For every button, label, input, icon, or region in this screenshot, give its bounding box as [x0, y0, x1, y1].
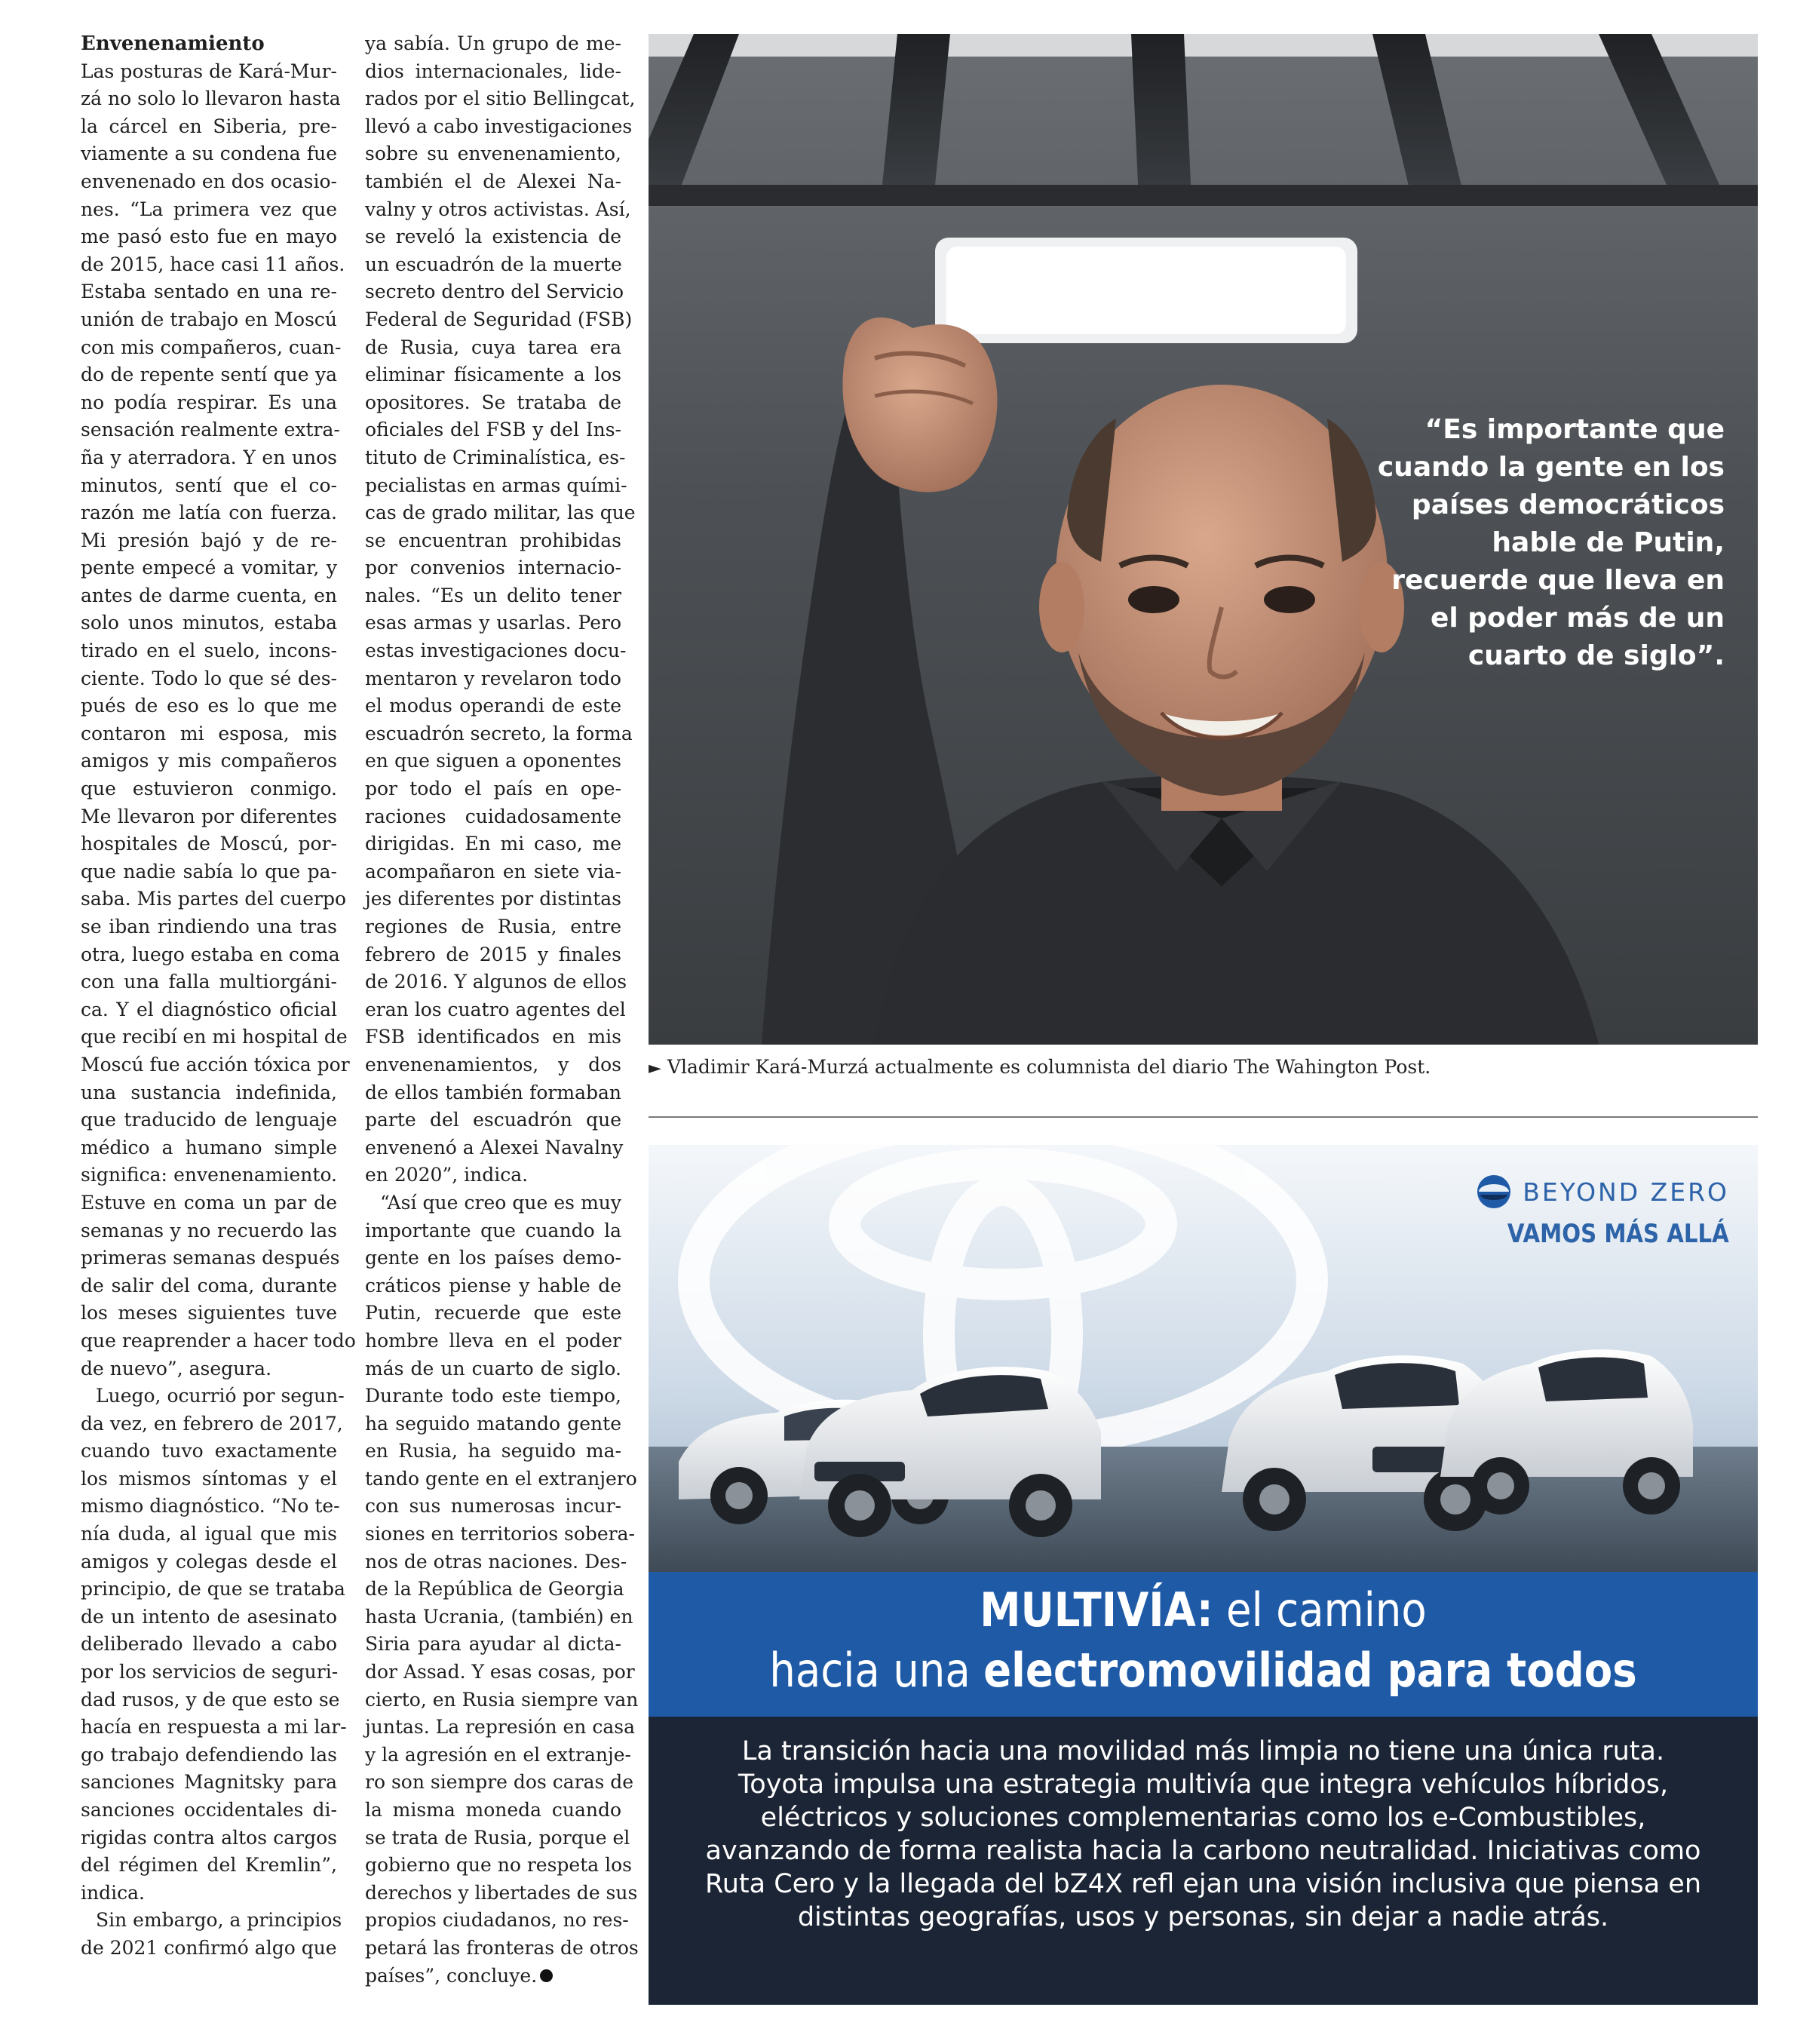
article-line: que traducido de lenguaje	[81, 1109, 337, 1131]
article-line: mentaron y revelaron todo	[365, 667, 621, 689]
pull-quote-line: recuerde que lleva en	[1391, 565, 1725, 596]
pull-quote-line: hable de Putin,	[1492, 527, 1725, 558]
article-line: rados por el sitio Bellingcat,	[365, 87, 636, 110]
column-1-text	[81, 58, 356, 1963]
article-line: dor Assad. Y esas cosas, por	[365, 1661, 635, 1683]
article-line: una sustancia indefinida,	[81, 1081, 337, 1103]
article-line: eliminar físicamente a los	[365, 364, 621, 386]
article-line: da vez, en febrero de 2017,	[81, 1412, 343, 1435]
article-line: rigidas contra altos cargos	[81, 1826, 337, 1849]
article-line: amigos y mis compañeros	[81, 750, 337, 772]
article-line: el modus operandi de este	[365, 695, 621, 717]
article-line: valny y otros activistas. Así,	[365, 198, 631, 220]
article-line: por los servicios de seguri-	[81, 1661, 339, 1683]
article-line: secreto dentro del Servicio	[365, 281, 624, 303]
brand-block	[1471, 1174, 1729, 1249]
article-line: con una falla multiorgáni-	[81, 971, 337, 993]
article-line: nía duda, al igual que mis	[81, 1523, 337, 1545]
article-line: de la República de Georgia	[365, 1578, 624, 1601]
article-line: hombre lleva en el poder	[365, 1329, 621, 1352]
article-line: no podía respirar. Es una	[81, 391, 337, 413]
article-line: mismo diagnóstico. “No te-	[81, 1495, 340, 1518]
article-line: FSB identificados en mis	[365, 1026, 621, 1048]
article-line: se reveló la existencia de	[365, 226, 621, 248]
article-column-1	[81, 30, 356, 1963]
toyota-advertisement[interactable]	[649, 1145, 1758, 2005]
article-line: se iban rindiendo una tras	[81, 916, 337, 938]
ad-body-line: Toyota impulsa una estrategia multivía que integra vehículos híbridos,	[738, 1769, 1669, 1800]
article-line: significa: envenenamiento.	[81, 1164, 337, 1186]
article-line: de salir del coma, durante	[81, 1274, 337, 1297]
article-line: zá no solo lo llevaron hasta	[81, 87, 341, 110]
beyond-zero-logo-icon	[1476, 1174, 1512, 1210]
article-line: “Así que creo que es muy	[380, 1191, 621, 1214]
ad-headline-banner	[649, 1572, 1758, 1717]
article-line: oficiales del FSB y del Ins-	[365, 419, 621, 441]
caption-text: Vladimir Kará-Murzá actualmente es columnista del diario The Wahington Post.	[667, 1056, 1431, 1078]
article-line: go trabajo defendiendo las	[81, 1743, 337, 1766]
article-line: pente empecé a vomitar, y	[81, 557, 337, 579]
pull-quote-line: cuarto de siglo”.	[1467, 640, 1725, 671]
divider	[649, 1116, 1758, 1118]
article-line: de un intento de asesinato	[81, 1605, 337, 1628]
ad-body-text	[649, 1717, 1758, 2005]
article-line: ya sabía. Un grupo de me-	[365, 32, 621, 54]
article-line: raciones cuidadosamente	[365, 805, 621, 827]
article-line: gobierno que no respeta los	[365, 1854, 632, 1877]
article-line: llevó a cabo investigaciones	[365, 115, 633, 137]
pull-quote-line: “Es importante que	[1424, 414, 1725, 445]
article-line: regiones de Rusia, entre	[365, 916, 621, 938]
article-line: do de repente sentí que ya	[81, 364, 337, 386]
article-line: que nadie sabía lo que pa-	[81, 860, 337, 882]
article-line: minutos, sentí que el co-	[81, 474, 337, 496]
article-line: indica.	[81, 1881, 145, 1904]
article-line: de nuevo”, asegura.	[81, 1357, 272, 1380]
article-line: de ellos también formaban	[365, 1081, 621, 1103]
article-line: la misma moneda cuando	[365, 1799, 621, 1821]
article-line: cierto, en Rusia siempre van	[365, 1688, 639, 1711]
article-line: se trata de Rusia, porque el	[365, 1826, 630, 1849]
pull-quote	[1302, 411, 1725, 675]
article-line: nos de otras naciones. Des-	[365, 1550, 627, 1573]
article-line: envenenamientos, y dos	[365, 1053, 621, 1076]
article-line: cas de grado militar, las que	[365, 502, 636, 524]
article-line: hasta Ucrania, (también) en	[365, 1605, 633, 1628]
article-line: Durante todo este tiempo,	[365, 1385, 621, 1407]
article-line: de 2021 confirmó algo que	[81, 1936, 337, 1959]
article-line: ro son siempre dos caras de	[365, 1771, 634, 1794]
article-line: jes diferentes por distintas	[365, 888, 621, 910]
article-line: del régimen del Kremlin”,	[81, 1854, 337, 1877]
article-line: pués de eso es lo que me	[81, 695, 337, 717]
article-line: y la agresión en el extranje-	[365, 1743, 631, 1766]
headline-line-2: hacia una electromovilidad para todos	[769, 1643, 1637, 1698]
column-2-text	[365, 30, 639, 1990]
article-line: principio, de que se trataba	[81, 1578, 345, 1601]
article-line: estas investigaciones docu-	[365, 640, 627, 662]
article-line: Moscú fue acción tóxica por	[81, 1053, 350, 1076]
article-line: sobre su envenenamiento,	[365, 143, 621, 165]
article-line: que estuvieron conmigo.	[81, 778, 337, 800]
article-line: hacía en respuesta a mi lar-	[81, 1716, 347, 1739]
portrait-photo	[649, 34, 1758, 1045]
ad-body-line: avanzando de forma realista hacia la carbono neutralidad. Iniciativas como	[705, 1836, 1701, 1866]
article-line: dad rusos, y de que esto se	[81, 1688, 340, 1711]
ad-body-line: La transición hacia una movilidad más limpia no tiene una única ruta.	[741, 1736, 1665, 1766]
article-line: me pasó esto fue en mayo	[81, 226, 337, 248]
article-line: que recibí en mi hospital de	[81, 1026, 348, 1048]
article-line: esas armas y usarlas. Pero	[365, 612, 621, 634]
article-line: ciente. Todo lo que sé des-	[81, 667, 337, 689]
article-line: unión de trabajo en Moscú	[81, 308, 337, 330]
article-line: médico a humano simple	[81, 1136, 337, 1159]
section-heading: Envenenamiento	[81, 32, 265, 55]
article-line: Estuve en coma un par de	[81, 1191, 337, 1214]
article-line: países”, concluye.	[365, 1963, 621, 1990]
article-line: Putin, recuerde que este	[365, 1302, 621, 1324]
article-line: gente en los países demo-	[365, 1247, 621, 1269]
article-line: deliberado llevado a cabo	[81, 1633, 337, 1656]
article-line: tirado en el suelo, incons-	[81, 640, 337, 662]
article-line: Mi presión bajó y de re-	[81, 529, 337, 551]
article-line: Siria para ayudar al dicta-	[365, 1633, 621, 1656]
article-line: parte del escuadrón que	[365, 1109, 621, 1131]
article-line: sanciones occidentales di-	[81, 1799, 337, 1821]
article-line: los meses siguientes tuve	[81, 1302, 337, 1324]
article-line: nales. “Es un delito tener	[365, 584, 621, 606]
caption-arrow-icon: ►	[649, 1059, 661, 1078]
end-of-article-icon	[540, 1969, 553, 1982]
article-column-2	[365, 30, 639, 1990]
article-line: ca. Y el diagnóstico oficial	[81, 998, 337, 1020]
article-line: Sin embargo, a principios	[96, 1909, 342, 1932]
article-line: antes de darme cuenta, en	[81, 584, 337, 606]
article-line: por convenios internacio-	[365, 557, 621, 579]
article-line: con mis compañeros, cuan-	[81, 336, 342, 358]
ad-body-line: Ruta Cero y la llegada del bZ4X refl ejan una visión inclusiva que piensa en	[704, 1869, 1702, 1899]
article-line: también el de Alexei Na-	[365, 170, 621, 192]
article-line: eran los cuatro agentes del	[365, 998, 626, 1020]
article-line: dirigidas. En mi caso, me	[365, 833, 621, 855]
article-line: de 2015, hace casi 11 años.	[81, 253, 345, 275]
article-line: Me llevaron por diferentes	[81, 805, 337, 827]
pull-quote-line: cuando la gente en los	[1377, 452, 1725, 483]
article-line: ha seguido matando gente	[365, 1412, 621, 1435]
article-line: por todo el país en ope-	[365, 778, 621, 800]
article-line: tituto de Criminalística, es-	[365, 446, 626, 468]
article-line: viamente a su condena fue	[81, 143, 337, 165]
headline-line-1: MULTIVÍA: el camino	[980, 1582, 1427, 1637]
article-line: acompañaron en siete via-	[365, 860, 621, 882]
article-line: envenenó a Alexei Navalny	[365, 1136, 624, 1159]
pull-quote-line: el poder más de un	[1430, 603, 1725, 634]
brand-name: BEYOND ZERO	[1523, 1177, 1729, 1207]
article-line: semanas y no recuerdo las	[81, 1219, 337, 1241]
article-line: en 2020”, indica.	[365, 1164, 529, 1186]
article-line: con sus numerosas incur-	[365, 1495, 621, 1518]
article-line: contaron mi esposa, mis	[81, 722, 337, 744]
article-line: amigos y colegas desde el	[81, 1550, 337, 1573]
article-line: siones en territorios sobera-	[365, 1523, 635, 1545]
article-line: en Rusia, ha seguido ma-	[365, 1440, 621, 1462]
article-line: Las posturas de Kará-Mur-	[81, 60, 337, 82]
article-line: se encuentran prohibidas	[365, 529, 621, 551]
article-line: hospitales de Moscú, por-	[81, 833, 337, 855]
article-line: dios internacionales, lide-	[365, 60, 621, 82]
photo-caption	[649, 1056, 1431, 1078]
article-line: de Rusia, cuya tarea era	[365, 336, 621, 358]
pull-quote-line: países democráticos	[1411, 490, 1725, 520]
article-line: los mismos síntomas y el	[81, 1467, 337, 1490]
article-line: Luego, ocurrió por segun-	[96, 1385, 345, 1407]
article-line: nes. “La primera vez que	[81, 198, 337, 220]
article-line: cuando tuvo exactamente	[81, 1440, 337, 1462]
article-line: razón me latía con fuerza.	[81, 502, 337, 524]
article-line: sensación realmente extra-	[81, 419, 340, 441]
brand-slogan: VAMOS MÁS ALLÁ	[1507, 1219, 1729, 1249]
article-line: pecialistas en armas quími-	[365, 474, 627, 496]
article-line: opositores. Se trataba de	[365, 391, 621, 413]
article-line: juntas. La represión en casa	[365, 1716, 635, 1739]
article-line: cráticos piense y hable de	[365, 1274, 621, 1297]
article-line: importante que cuando la	[365, 1219, 621, 1241]
article-line: sanciones Magnitsky para	[81, 1771, 337, 1794]
article-line: febrero de 2015 y finales	[365, 943, 621, 965]
article-line: primeras semanas después	[81, 1247, 340, 1269]
article-line: solo unos minutos, estaba	[81, 612, 337, 634]
article-line: que reaprender a hacer todo	[81, 1329, 356, 1352]
article-line: un escuadrón de la muerte	[365, 253, 622, 275]
article-line: saba. Mis partes del cuerpo	[81, 888, 347, 910]
article-line: ña y aterradora. Y en unos	[81, 446, 337, 468]
article-line: de 2016. Y algunos de ellos	[365, 971, 627, 993]
article-line: escuadrón secreto, la forma	[365, 722, 633, 744]
article-line: tando gente en el extranjero	[365, 1467, 637, 1490]
article-line: Federal de Seguridad (FSB)	[365, 308, 633, 330]
ad-body-line: distintas geografías, usos y personas, sin dejar a nadie atrás.	[797, 1902, 1609, 1932]
article-line: envenenado en dos ocasio-	[81, 170, 337, 192]
article-line: en que siguen a oponentes	[365, 750, 621, 772]
article-line: otra, luego estaba en coma	[81, 943, 340, 965]
article-line: la cárcel en Siberia, pre-	[81, 115, 337, 137]
ad-body-line: eléctricos y soluciones complementarias como los e-Combustibles,	[760, 1803, 1646, 1833]
article-line: propios ciudadanos, no res-	[365, 1909, 629, 1932]
article-line: Estaba sentado en una re-	[81, 281, 337, 303]
article-line: petará las fronteras de otros	[365, 1936, 639, 1959]
article-line: derechos y libertades de sus	[365, 1881, 638, 1904]
article-line: más de un cuarto de siglo.	[365, 1357, 621, 1380]
